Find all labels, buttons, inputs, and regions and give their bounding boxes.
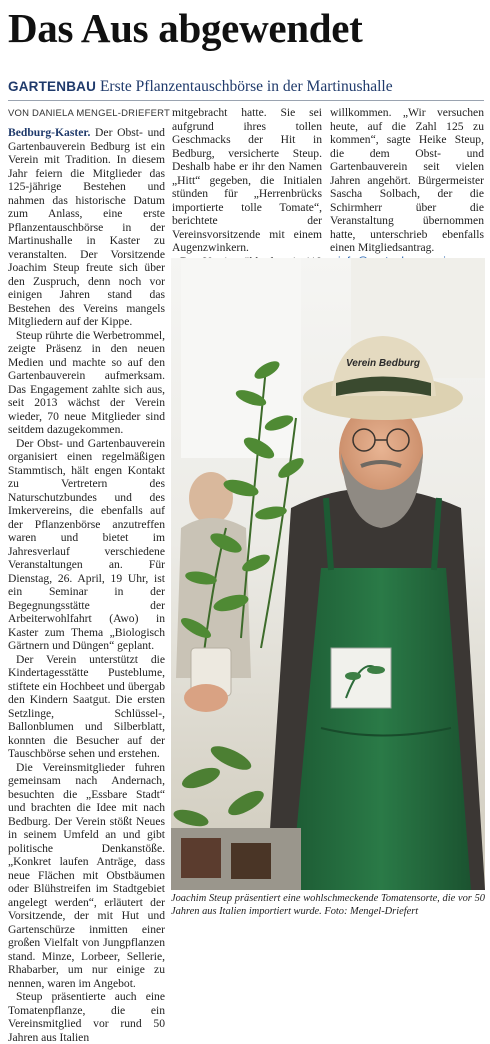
paragraph-9: willkommen. „Wir versuchen heute, auf die Zahl 125 zu kommen“, sagte Heike Steup, die dem Obst- und Gartenbauverein seit vielen Jahren angehört. Bürgermeister Sascha Solbach, der die Schirmherr über die Veranstaltung übernommen hatte, unterschrieb ebenfalls einen Mitgliedsantrag. <box>330 106 484 254</box>
hat-text: Verein Bedburg <box>345 358 421 369</box>
headline-rule <box>8 100 484 101</box>
photo-credit: Foto: Mengel-Driefert <box>324 905 419 917</box>
text-column-3 <box>330 106 484 266</box>
text-column-1 <box>8 126 165 1044</box>
byline: VON DANIELA MENGEL-DRIEFERT <box>8 108 171 119</box>
paragraph-7: mitgebracht hatte. Sie sei aufgrund ihres tollen Geschmacks der Hit in Bedburg, versicherte Steup. Deshalb habe er ihr den Namen „Hitt“ gegeben, die Initialen stünden für „Herrenbrücks importierte tolle Tomate“, berichtete der Vereinsvorsitzende mit einem Augenzwinkern. <box>172 106 322 254</box>
paragraph-5: Die Vereinsmitglieder fuhren gemeinsam nach Andernach, besuchten die „Essbare Stadt“ und brachten die Idee mit nach Bedburg. Der Verein stößt Neues in seinem Umfeld an und gibt politische Denkanstöße. „Konkret laufen Anträge, dass neue Flächen mit Obstbäumen oder Blühstreifen im Stadtgebiet angelegt werden“, erläutert der Vorsitzende, der mit Hut und Gartenschürze inmitten einer großen Vielfalt von Jungpflanzen stand. Minze, Lorbeer, Sellerie, Rhabarber, um nur einige zu nennen, waren im Angebot. <box>8 760 165 990</box>
subheadline-text: Erste Pflanzentauschbörse in der Martinushalle <box>99 78 393 95</box>
paragraph-1 <box>8 126 165 329</box>
caption-text: Joachim Steup präsentiert eine wohlschmeckende Tomatensorte, die vor 50 Jahren aus Italien importiert wurde. <box>171 893 485 917</box>
dateline: Bedburg-Kaster. <box>8 126 91 139</box>
paragraph-6: Steup präsentierte auch eine Tomatenpflanze, die ein Vereinsmitglied vor rund 50 Jahren aus Italien <box>8 990 165 1044</box>
article-headline: Das Aus abgewendet <box>8 5 363 51</box>
article-photo <box>171 258 485 890</box>
photo-caption <box>171 893 485 918</box>
article-subheadline <box>8 78 484 96</box>
photo-illustration <box>171 258 485 890</box>
paragraph-3: Der Obst- und Gartenbauverein organisiert einen regelmäßigen Stammtisch, hält engen Kontakt zu Vertretern des Naturschutzbundes und des Imkervereins, die ebenfalls auf der Pflanzenbörse anzutreffen waren und bietet im Jahresverlauf verschiedene Veranstaltungen an. Für Dienstag, 26. April, 19 Uhr, ist ein Seminar in der Begegnungsstätte der Arbeiterwohlfahrt (Awo) in Kaster zum Thema „Biologisch Gärtnern und Düngen“ geplant. <box>8 436 165 652</box>
paragraph-2: Steup rührte die Werbetrommel, zeigte Präsenz in den neuen Medien und machte so auf den Gartenbauverein aufmerksam. Das Engagement zahlte sich aus, seit 2013 wächst der Verein wieder, 70 neue Mitglieder sind seitdem dazugekommen. <box>8 328 165 436</box>
paragraph-1-text: Der Obst- und Gartenbauverein Bedburg ist ein Verein mit Tradition. In diesem Jahr feiern die Mitglieder das 125-jährige Bestehen und nahmen das historische Datum zum Anlass, eine erste Pflanzentauschbörse in der Martinushalle in Kaster zu veranstalten. Der Vorsitzende Joachim Steup freute sich über den Zuspruch, denn noch vor einigen Jahren stand das Bestehen des Vereins mangels Mitgliedern auf der Kippe. <box>8 126 165 328</box>
section-kicker: GARTENBAU <box>8 79 97 94</box>
paragraph-4: Der Verein unterstützt die Kindertagesstätte Pusteblume, stiftete ein Hochbeet und übergab den Kindern Saatgut. Die ersten Setzlinge, Schlüssel-, Ballonblumen und Silberblatt, konnten die Besucher auf der Tauschbörse sehen und erstehen. <box>8 652 165 760</box>
text-column-2 <box>172 106 322 256</box>
